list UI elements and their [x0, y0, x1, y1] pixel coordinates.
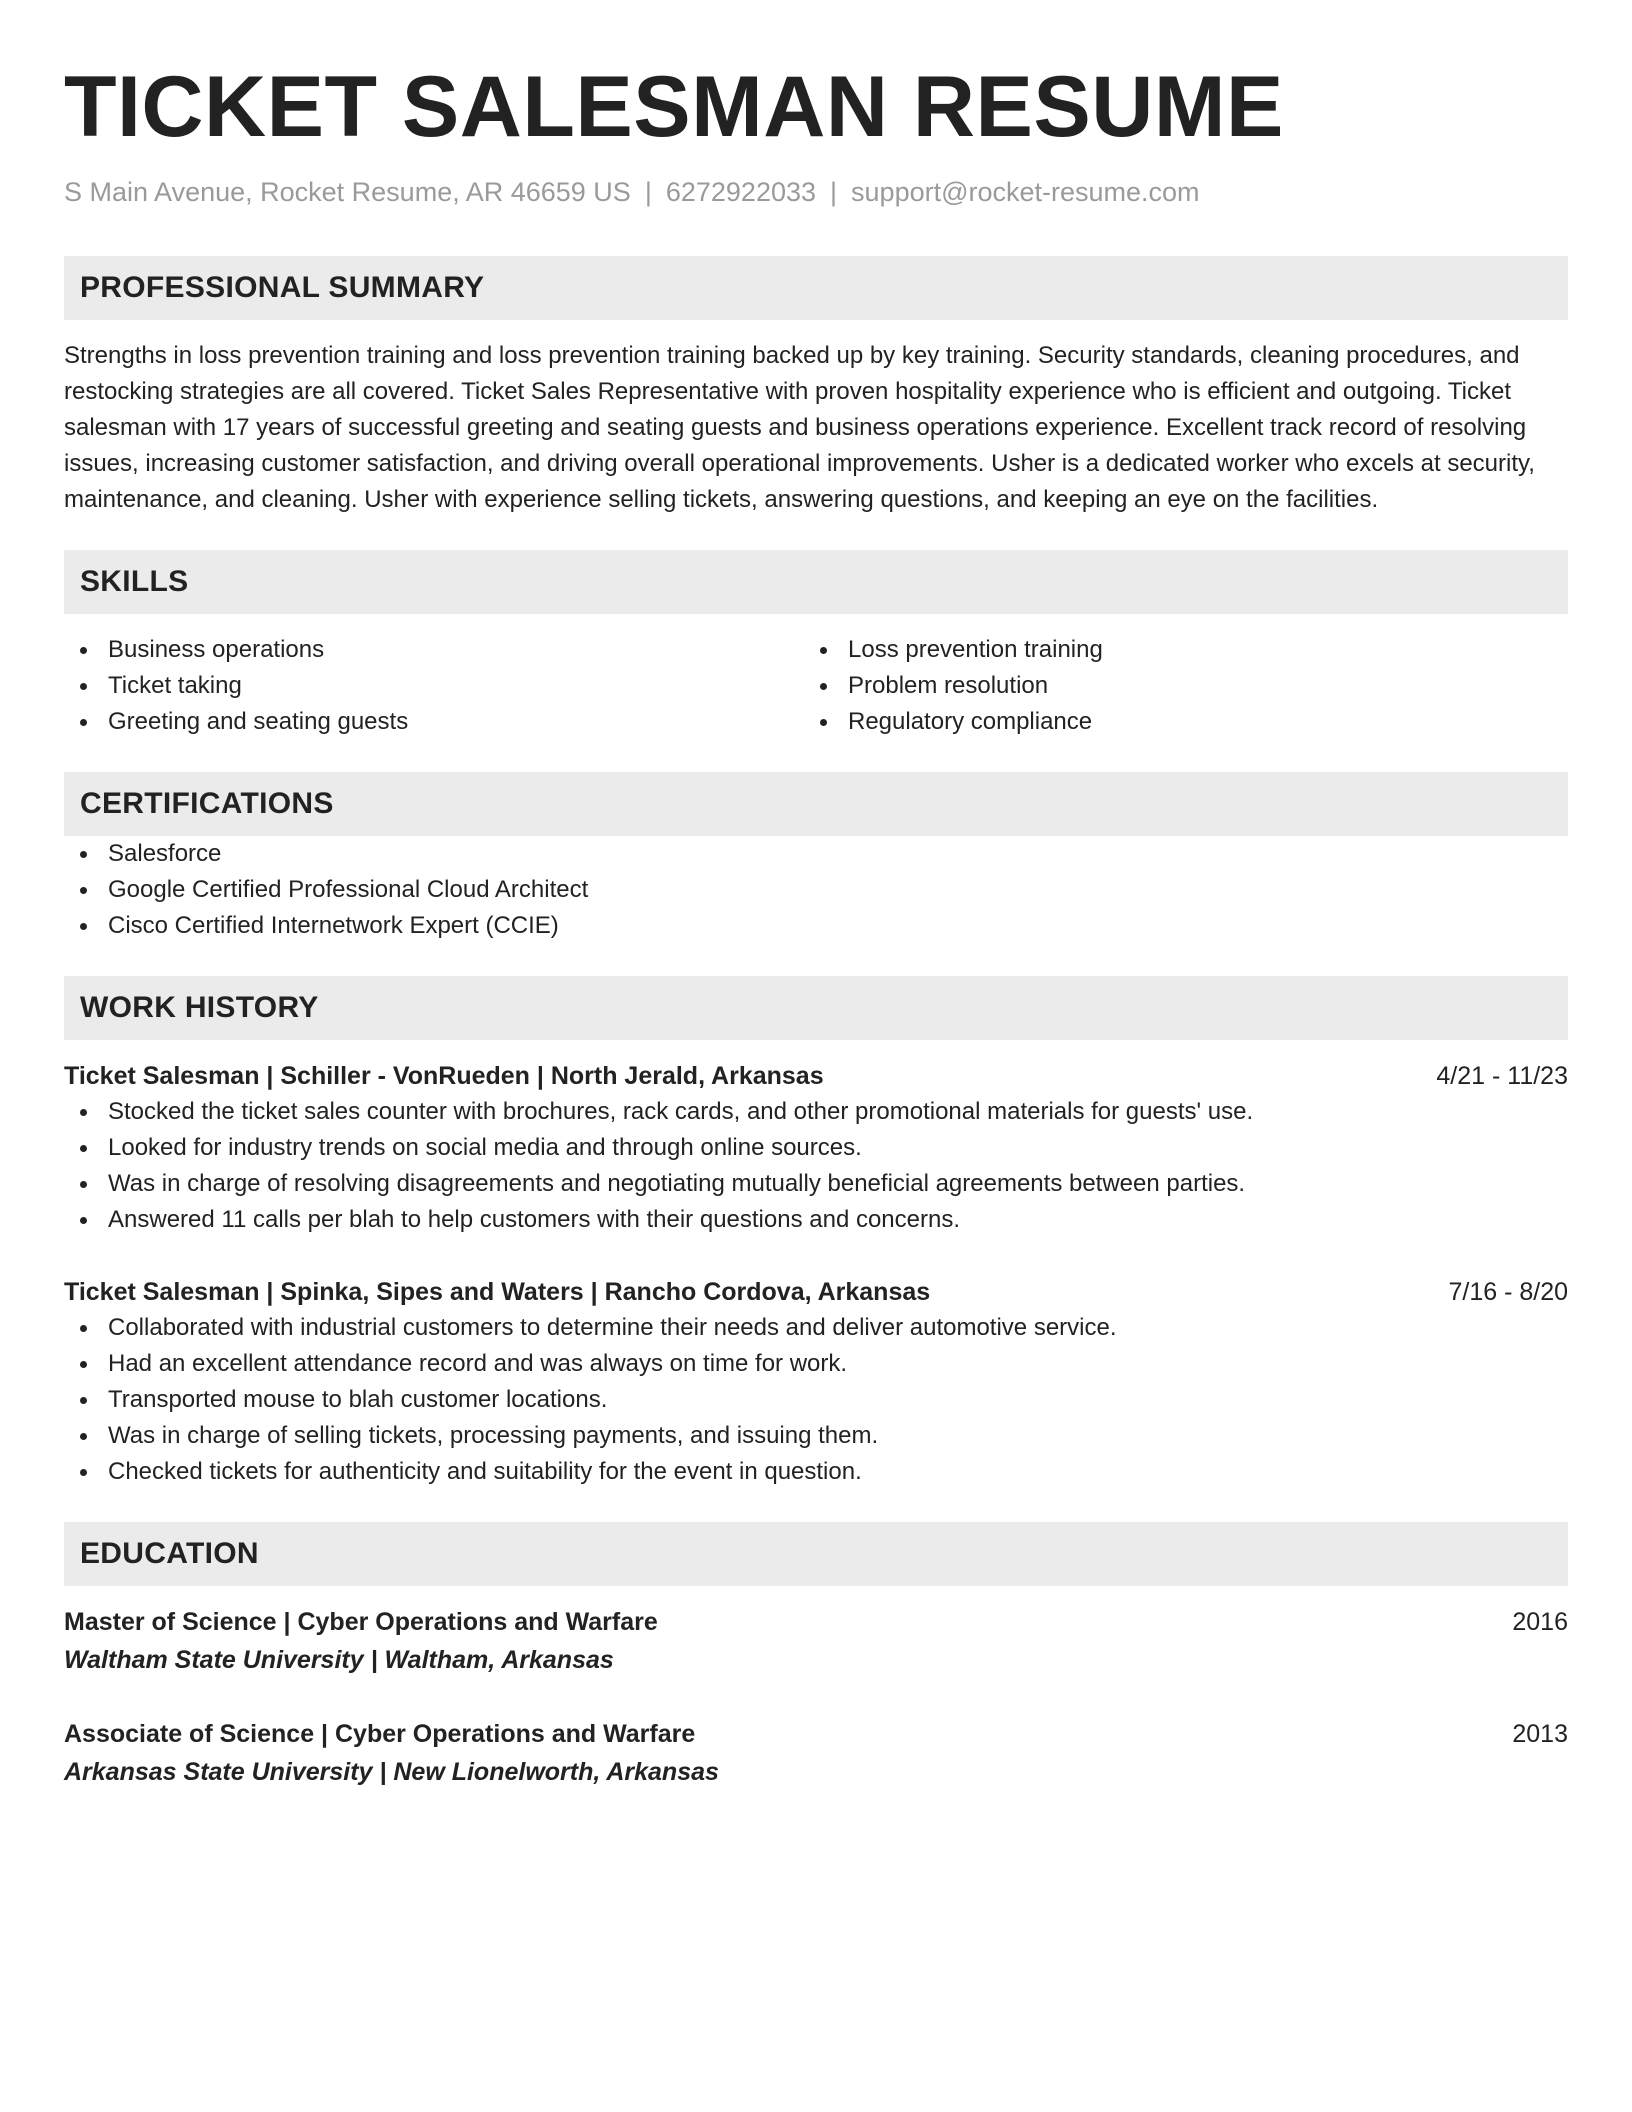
job-bullets [64, 1094, 1568, 1238]
job-entry [64, 1274, 1568, 1490]
job-bullets [64, 1310, 1568, 1490]
skill-item: Loss prevention training [804, 632, 1568, 668]
skills-column-right [804, 632, 1568, 740]
section-header-certifications: CERTIFICATIONS [64, 772, 1568, 836]
job-title: Ticket Salesman | Schiller - VonRueden | North Jerald, Arkansas [64, 1062, 824, 1091]
contact-separator: | [644, 177, 652, 207]
education-degree: Master of Science | Cyber Operations and Warfare [64, 1608, 658, 1637]
job-bullet: Collaborated with industrial customers to determine their needs and deliver automotive service. [64, 1310, 1568, 1346]
certification-item: Salesforce [64, 836, 1568, 872]
education-header [64, 1716, 1568, 1752]
job-bullet: Transported mouse to blah customer locations. [64, 1382, 1568, 1418]
education-year: 2013 [1512, 1720, 1568, 1749]
skills-grid [64, 632, 1568, 740]
job-bullet: Looked for industry trends on social media and through online sources. [64, 1130, 1568, 1166]
job-dates: 4/21 - 11/23 [1436, 1062, 1568, 1091]
education-year: 2016 [1512, 1608, 1568, 1637]
section-header-skills: SKILLS [64, 550, 1568, 614]
skill-item: Greeting and seating guests [64, 704, 804, 740]
contact-phone: 6272922033 [665, 177, 817, 207]
education-entry [64, 1716, 1568, 1792]
section-header-education: EDUCATION [64, 1522, 1568, 1586]
education-entry [64, 1604, 1568, 1680]
summary-text: Strengths in loss prevention training and loss prevention training backed up by key training. Security standards, cleaning procedures, and restocking strategies are all covered. Ticket Sales Representative with proven hospitality experience who is efficient and outgoing. Ticket salesman with 17 years of successful greeting and seating guests and business operations experience. Excellent track record of resolving issues, increasing customer satisfaction, and driving overall operational improvements. Usher is a dedicated worker who excels at security, maintenance, and cleaning. Usher with experience selling tickets, answering questions, and keeping an eye on the facilities. [64, 342, 1535, 514]
job-bullet: Checked tickets for authenticity and suitability for the event in question. [64, 1454, 1568, 1490]
education-school: Arkansas State University | New Lionelworth, Arkansas [64, 1758, 719, 1787]
resume-title: TICKET SALESMAN RESUME [64, 59, 1284, 155]
job-bullet: Had an excellent attendance record and was always on time for work. [64, 1346, 1568, 1382]
section-header-work-history: WORK HISTORY [64, 976, 1568, 1040]
skills-column-left [64, 632, 804, 740]
job-dates: 7/16 - 8/20 [1448, 1278, 1568, 1307]
education-degree: Associate of Science | Cyber Operations and Warfare [64, 1720, 696, 1749]
contact-email: support@rocket-resume.com [851, 177, 1200, 207]
certifications-list [64, 836, 1568, 944]
certification-item: Cisco Certified Internetwork Expert (CCIE) [64, 908, 1568, 944]
job-bullet: Was in charge of resolving disagreements and negotiating mutually beneficial agreements between parties. [64, 1166, 1568, 1202]
skill-item: Business operations [64, 632, 804, 668]
job-bullet: Was in charge of selling tickets, processing payments, and issuing them. [64, 1418, 1568, 1454]
education-header [64, 1604, 1568, 1640]
job-bullet: Answered 11 calls per blah to help customers with their questions and concerns. [64, 1202, 1568, 1238]
job-entry [64, 1058, 1568, 1238]
job-header [64, 1058, 1568, 1094]
contact-line [64, 176, 1568, 208]
job-bullet: Stocked the ticket sales counter with brochures, rack cards, and other promotional materials for guests' use. [64, 1094, 1568, 1130]
certification-item: Google Certified Professional Cloud Architect [64, 872, 1568, 908]
skill-item: Ticket taking [64, 668, 804, 704]
job-header [64, 1274, 1568, 1310]
skill-item: Regulatory compliance [804, 704, 1568, 740]
contact-separator: | [830, 177, 838, 207]
education-school: Waltham State University | Waltham, Arkansas [64, 1646, 614, 1675]
job-title: Ticket Salesman | Spinka, Sipes and Waters | Rancho Cordova, Arkansas [64, 1278, 931, 1307]
section-header-summary: PROFESSIONAL SUMMARY [64, 256, 1568, 320]
contact-address: S Main Avenue, Rocket Resume, AR 46659 US [64, 177, 631, 207]
skill-item: Problem resolution [804, 668, 1568, 704]
